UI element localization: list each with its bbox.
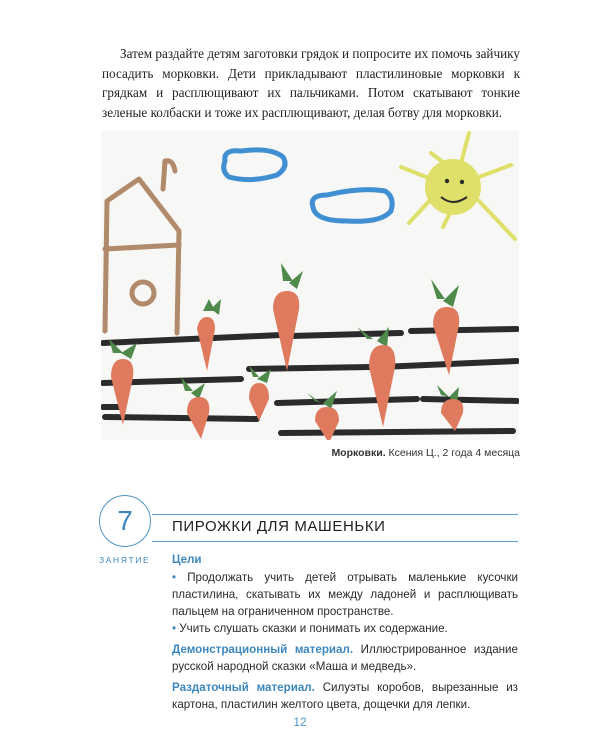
demo-material bbox=[172, 641, 518, 675]
caption-title: Морковки. bbox=[331, 447, 386, 459]
bullet-icon: • bbox=[172, 571, 177, 584]
goal-text: Учить слушать сказки и понимать их содержание. bbox=[179, 622, 448, 635]
goal-item bbox=[172, 569, 518, 620]
handout-material-label: Раздаточный материал. bbox=[172, 681, 315, 694]
bullet-icon: • bbox=[172, 622, 177, 635]
lesson-number: 7 bbox=[117, 505, 133, 536]
page-number: 12 bbox=[293, 715, 307, 729]
handout-material-text: Силуэты коробов, вырезанные из картона, пластилин желтого цвета, дощечки для лепки. bbox=[172, 681, 518, 711]
lesson-label: ЗАНЯТИЕ bbox=[99, 555, 151, 565]
goal-text: Продолжать учить детей отрывать маленькие кусочки пластилина, скатывать их между ладоней и расплющивать пальцем на ограниченном пространстве. bbox=[172, 571, 518, 618]
handout-material bbox=[172, 679, 518, 713]
goal-item bbox=[172, 620, 518, 637]
title-rule-bottom bbox=[152, 541, 518, 542]
goals-heading: Цели bbox=[172, 553, 202, 566]
demo-material-label: Демонстрационный материал. bbox=[172, 643, 354, 656]
photo-caption bbox=[331, 447, 520, 459]
lesson-number-badge bbox=[99, 495, 151, 547]
caption-author: Ксения Ц., 2 года 4 месяца bbox=[388, 447, 520, 459]
lesson-body bbox=[172, 551, 518, 713]
plasticine-photo bbox=[101, 131, 519, 440]
demo-material-text: Иллюстрированное издание русской народной сказки «Маша и медведь». bbox=[172, 643, 518, 673]
title-rule-top bbox=[152, 514, 518, 515]
lesson-title: ПИРОЖКИ ДЛЯ МАШЕНЬКИ bbox=[172, 518, 386, 535]
intro-paragraph: Затем раздайте детям заготовки грядок и попросите их помочь зайчику посадить морковки. Дети прикладывают пластилиновые морковки к грядкам и расплющивают их пальчиками. Потом скатывают тонкие зеленые колбаски и тоже их расплющивают, делая ботву для морковки. bbox=[102, 46, 520, 120]
